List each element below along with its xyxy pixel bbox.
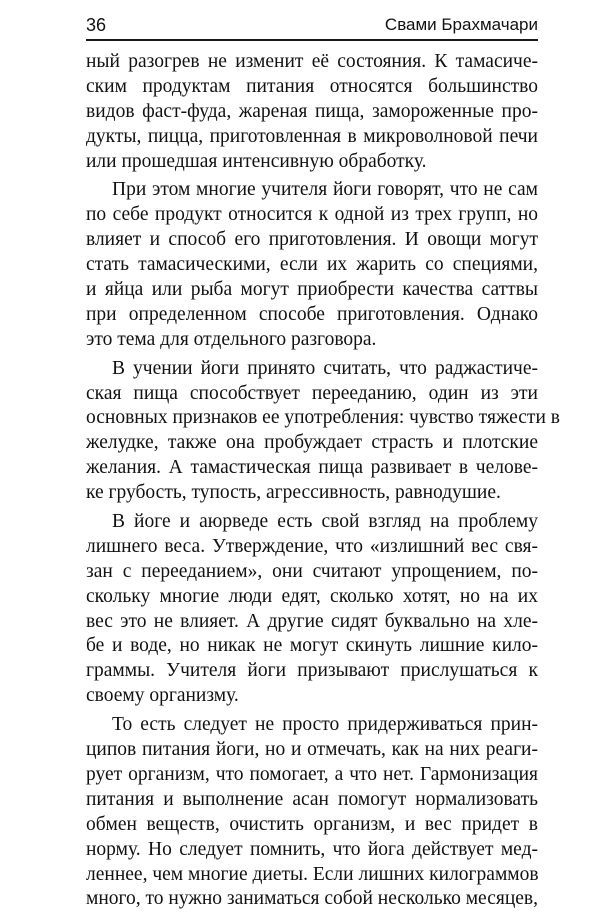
text-line: ципов питания йоги, но и отмечать, как на них реаги- <box>86 739 538 761</box>
text-line: или прошедшая интенсивную обработку. <box>86 150 427 172</box>
running-head <box>86 12 538 38</box>
text-line: стать тамасическими, если их жарить со специями, <box>86 254 538 276</box>
text-line: В йоге и аюрведе есть свой взгляд на проблему <box>112 511 538 533</box>
text-line: рует организм, что помогает, а что нет. Гармонизация <box>86 763 538 785</box>
text-line: ке грубость, тупость, агрессивность, равнодушие. <box>86 482 501 504</box>
text-line: леннее, чем многие диеты. Если лишних килограммов <box>86 863 539 885</box>
text-line: много, то нужно заниматься собой несколько месяцев, <box>86 888 538 910</box>
text-line: При этом многие учителя йоги говорят, что не сам <box>112 179 538 201</box>
header-rule <box>86 39 538 41</box>
text-line: основных признаков ее употребления: чувство тяжести в <box>86 407 560 429</box>
text-line: скольку многие люди едят, сколько хотят, но на их <box>86 585 538 607</box>
text-line: ный разогрев не изменит её состояния. К тамасиче- <box>86 51 538 72</box>
text-line: В учении йоги принято считать, что раджастиче- <box>112 357 538 379</box>
text-line: лишнего веса. Утверждение, что «излишний вес свя- <box>86 535 538 557</box>
text-line: вес это не влияет. А другие сидят буквально на хле- <box>86 610 538 632</box>
text-line: дукты, пицца, приготовленная в микроволновой печи <box>86 125 538 147</box>
text-line: желудке, также она пробуждает страсть и плотские <box>86 432 538 454</box>
text-line: бе и воде, но никак не могут скинуть лишние кило- <box>86 635 538 657</box>
text-line: ская пища способствует перееданию, один из эти <box>86 382 538 404</box>
text-line: норму. Но следует помнить, что йога действует мед- <box>86 838 538 860</box>
page-number: 36 <box>86 15 107 35</box>
body-text <box>86 50 560 912</box>
text-line: граммы. Учителя йоги призывают прислушаться к <box>86 660 538 682</box>
text-line: ским продуктам питания относятся большинство <box>86 75 538 97</box>
text-line: обмен веществ, очистить организм, и вес придет в <box>86 813 538 835</box>
text-line: при определенном способе приготовления. Однако <box>86 303 538 325</box>
text-line: желания. А тамастическая пища развивает в челове- <box>86 457 538 479</box>
text-line: влияет и способ его приготовления. И овощи могут <box>86 229 538 251</box>
text-line: это тема для отдельного разговора. <box>86 328 377 350</box>
text-line: своему организму. <box>86 685 239 707</box>
text-line: зан с перееданием», они считают упрощением, по- <box>86 560 538 582</box>
header-author: Свами Брахмачари <box>384 15 538 34</box>
text-line: То есть следует не просто придерживаться прин- <box>112 714 538 736</box>
text-line: по себе продукт относится к одной из трех групп, но <box>86 204 538 226</box>
text-line: и яйца или рыба могут приобрести качества саттвы <box>86 279 538 301</box>
text-line: видов фаст-фуда, жареная пища, замороженные про- <box>86 100 538 122</box>
text-line: питания и выполнение асан помогут нормализовать <box>86 788 538 810</box>
